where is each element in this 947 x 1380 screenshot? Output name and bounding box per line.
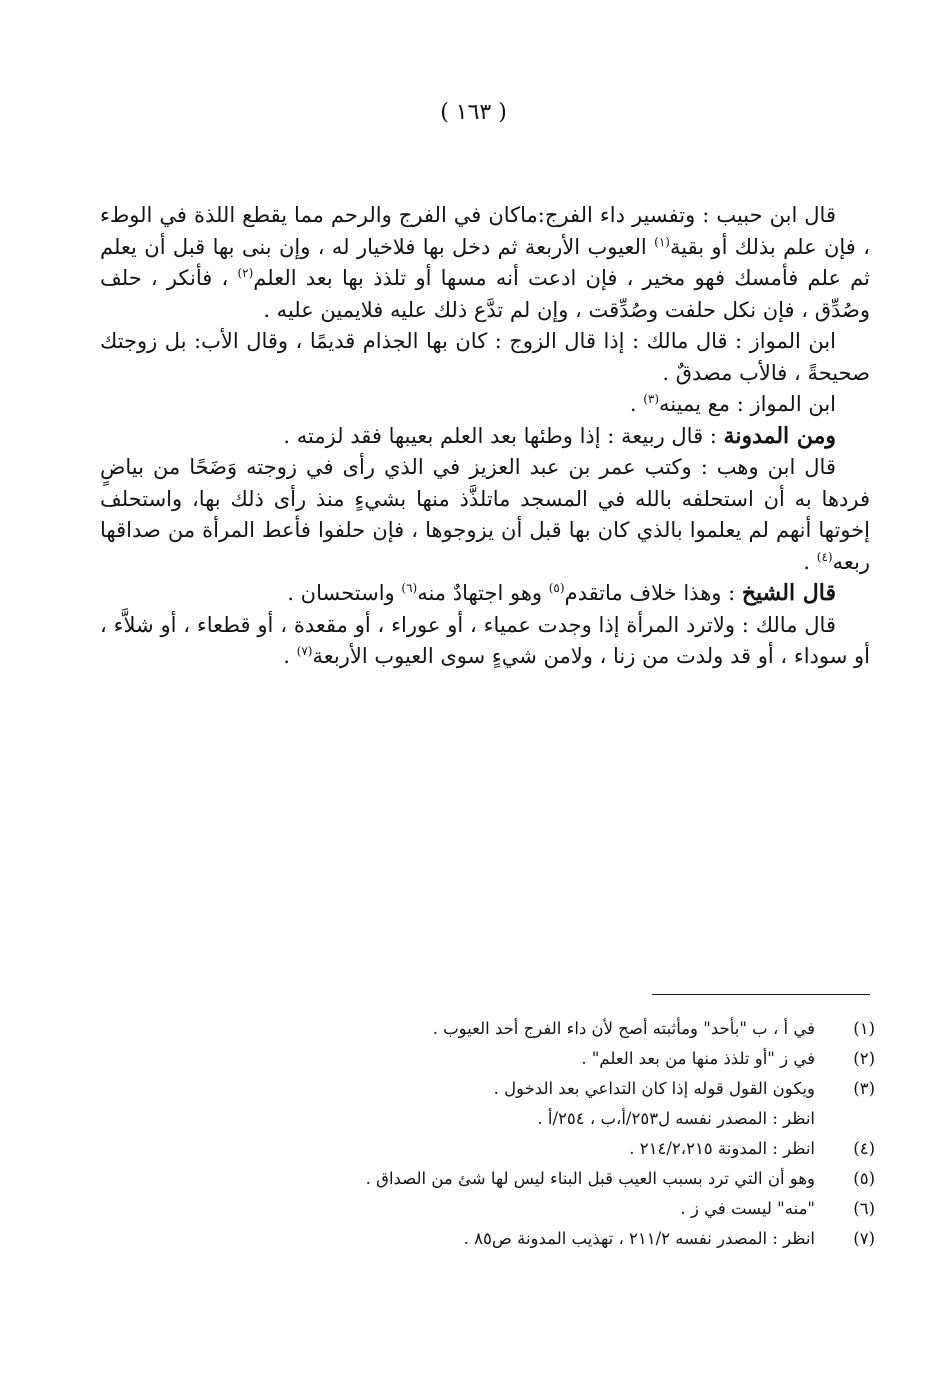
paragraph-text: قال ابن وهب : وكتب عمر بن عبد العزيز في الذي رأى في زوجته وَضَحًا من بياضٍ فردها به أن استحلفه بالله في المسجد ماتلذَّذ منها بشيءٍ منذ رأى ذلك بها، واستحلف إخوتها أنهم لم يعلموا بالذي كان بها قبل أن يزوجوها ، فإن حلفوا فأعط المرأة من صداقها ربعه <box>100 455 870 574</box>
paragraph-text: : وهذا خلاف ماتقدم <box>564 581 742 605</box>
footnote-item <box>160 1044 875 1074</box>
footnote-number: (٢) <box>853 1049 875 1068</box>
footnotes <box>160 1014 875 1254</box>
paragraph-text: . <box>803 549 817 574</box>
footnote-text: انظر : المصدر نفسه ل٢٥٣/أ،ب ، ٢٥٤/أ . <box>537 1109 815 1128</box>
footnote-ref: (١) <box>654 234 670 249</box>
paragraph-ibn-wahb <box>100 452 870 578</box>
footnote-ref: (٥) <box>548 581 565 595</box>
paragraph-text: ، فأنكر ، حلف وصُدِّق ، فإن نكل حلفت وصُدِّقت ، وإن لم تدَّع ذلك عليه فلايمين عليه . <box>100 266 870 322</box>
paragraph-mudawwana <box>100 421 870 453</box>
footnote-text: ويكون القول قوله إذا كان التداعي بعد الدخول . <box>493 1079 815 1098</box>
footnote-ref: (٧) <box>296 644 313 658</box>
footnote-item <box>160 1134 875 1164</box>
page-number: ( ١٦٣ ) <box>440 100 507 125</box>
footnote-number: (٦) <box>853 1199 875 1218</box>
footnote-number: (٣) <box>853 1079 875 1098</box>
footnote-text: وهو أن التي ترد بسبب العيب قبل البناء ليس لها شئ من الصداق . <box>365 1169 815 1188</box>
footnote-number: (٥) <box>853 1169 875 1188</box>
footnote-number: (٤) <box>853 1139 875 1158</box>
footnote-ref: (٣) <box>643 392 660 406</box>
footnote-item <box>160 1074 875 1104</box>
paragraph-text: . <box>283 644 297 668</box>
paragraph-text: واستحسان . <box>287 581 402 605</box>
paragraph-text: : قال ربيعة : إذا وطئها بعد العلم بعيبها فقد لزمته . <box>283 423 724 448</box>
paragraph-text: العيوب الأربعة ثم دخل بها فلاخيار له ، وإن بنى بها قبل أن يعلم ثم علم فأمسك فهو مخير ، فإن ادعت أنه مسها أو تلذذ بها بعد العلم <box>100 234 870 290</box>
footnote-text: في ز "أو تلذذ منها من بعد العلم" . <box>581 1049 815 1068</box>
paragraph-text: ابن المواز : مع يمينه <box>659 392 836 416</box>
footnote-text: "منه" ليست في ز . <box>680 1199 815 1218</box>
section-lead: ومن المدونة <box>723 422 836 449</box>
paragraph-malik <box>100 610 870 673</box>
footnote-text: في أ ، ب "بأحد" ومأثبته أصح لأن داء الفرج أحد العيوب . <box>432 1019 815 1038</box>
paragraph-ibn-mawwaz-2 <box>100 389 870 421</box>
paragraph-ibn-habib <box>100 200 870 326</box>
paragraph-text: قال ابن حبيب : وتفسير داء الفرج:ماكان في الفرج والرحم مما يقطع اللذة في الوطء ، فإن علم بذلك أو بقية <box>100 203 870 259</box>
footnote-item <box>160 1194 875 1224</box>
footnote-text: انظر : المدونة ٢١٤/٢،٢١٥ . <box>629 1139 815 1158</box>
footnote-ref: (٤) <box>816 549 833 564</box>
footnote-number: (١) <box>853 1019 875 1038</box>
paragraph-text: قال مالك : ولاترد المرأة إذا وجدت عمياء ، أو عوراء ، أو مقعدة ، أو قطعاء ، أو شلاَّء ، أو سوداء ، أو قد ولدت من زنا ، ولامن شيءٍ سوى العيوب الأربعة <box>100 612 870 668</box>
paragraph-text: وهو اجتهادٌ منه <box>417 581 549 605</box>
footnote-item <box>160 1164 875 1194</box>
paragraph-text: ابن المواز : قال مالك : إذا قال الزوج : كان بها الجذام قديمًا ، وقال الأب: بل زوجتك صحيحةً ، فالأب مصدقٌ . <box>100 329 870 385</box>
footnote-continuation <box>160 1104 875 1134</box>
footnote-item <box>160 1014 875 1044</box>
footnote-ref: (٦) <box>401 581 418 595</box>
paragraph-ibn-mawwaz-1 <box>100 326 870 389</box>
footnote-item <box>160 1224 875 1254</box>
main-text <box>100 200 870 673</box>
section-lead: قال الشيخ <box>741 580 836 606</box>
footnote-number: (٧) <box>853 1229 875 1248</box>
paragraph-text: . <box>629 392 644 416</box>
footnote-text: انظر : المصدر نفسه ٢١١/٢ ، تهذيب المدونة ص٨٥ . <box>463 1229 815 1248</box>
footnote-ref: (٢) <box>237 266 254 280</box>
paragraph-sheikh <box>100 578 870 610</box>
footnote-divider <box>652 994 870 995</box>
